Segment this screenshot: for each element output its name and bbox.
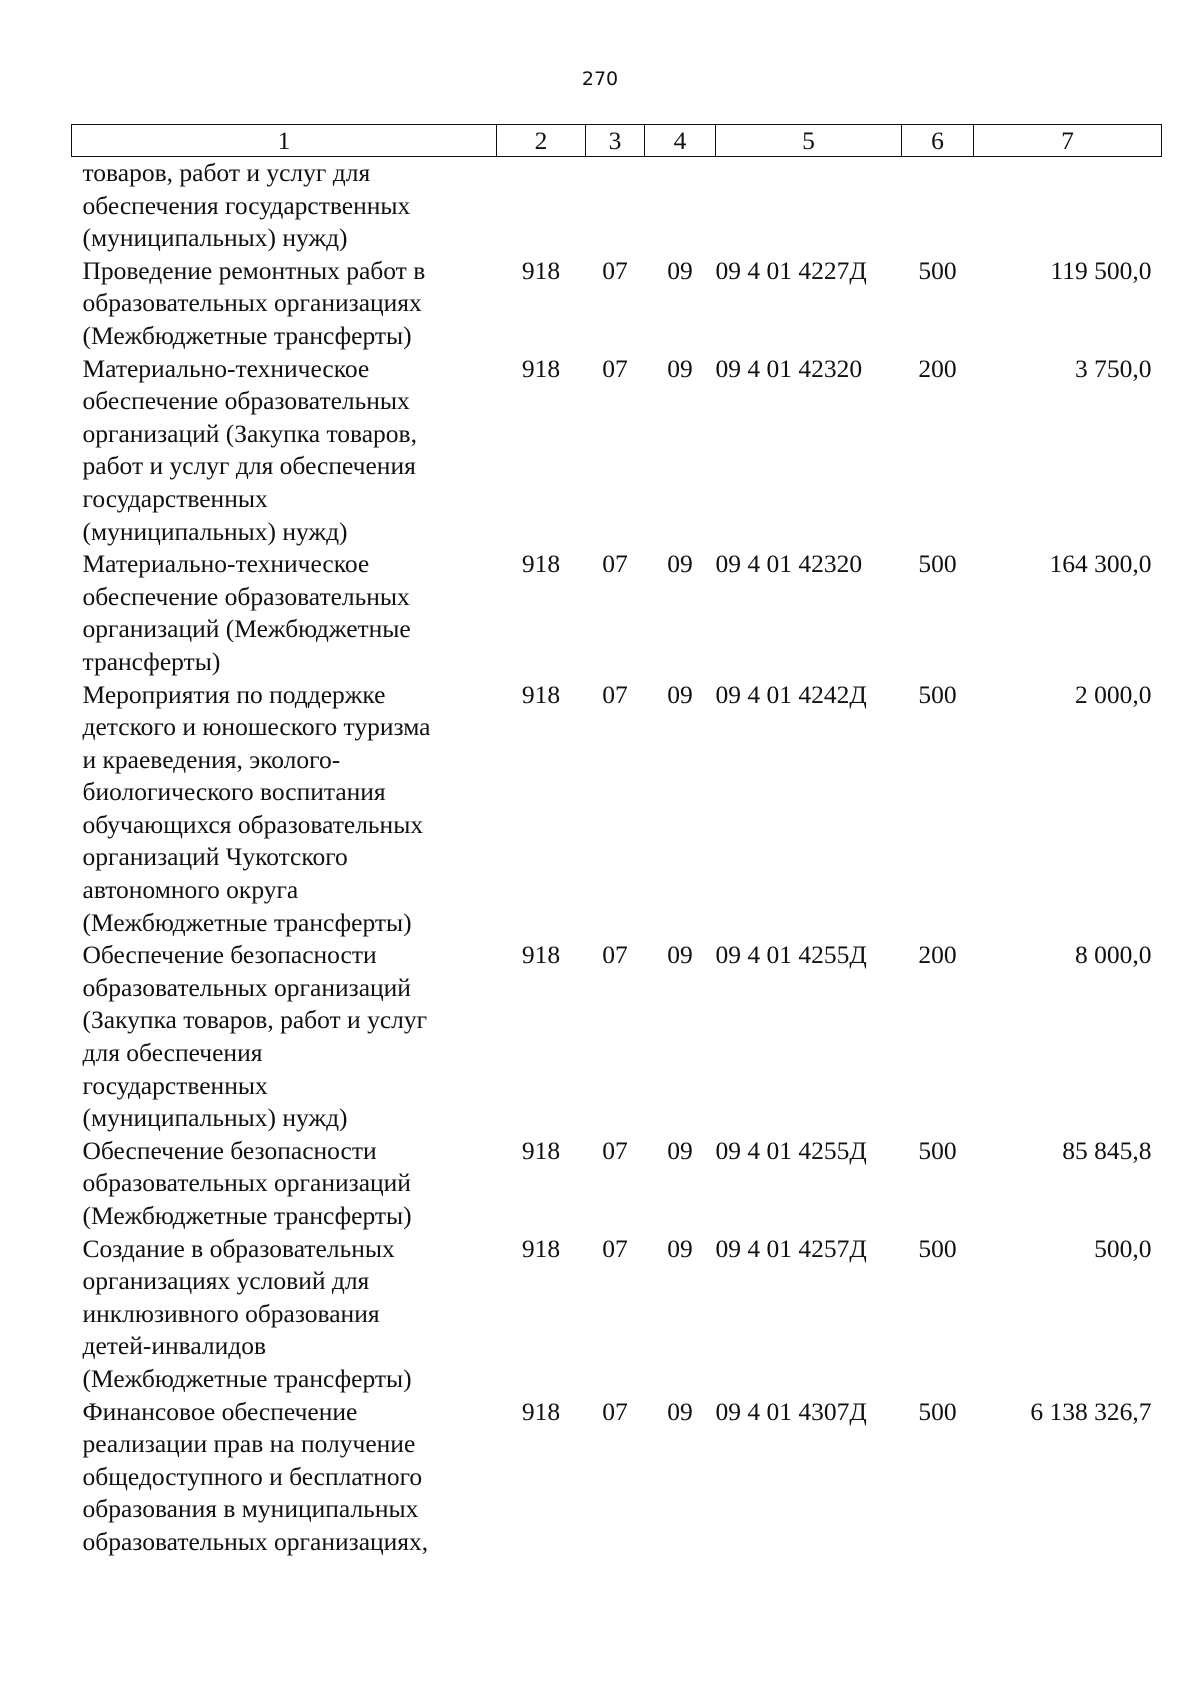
page-number: 270	[581, 68, 619, 90]
row-amount: 500,0	[1094, 1233, 1152, 1263]
row-grbs: 918	[521, 353, 561, 383]
row-csr: 09 4 01 42320	[715, 353, 863, 383]
row-grbs: 918	[521, 255, 561, 285]
table-row	[72, 548, 1162, 678]
row-vr	[902, 157, 974, 255]
row-csr	[716, 157, 902, 255]
row-name: Мероприятия по поддержке детского и юношеского туризма и краеведения, эколого- биологического воспитания обучающихся образовательных организаций Чукотского автономного округа (Межбюджетные трансферты)	[82, 679, 431, 937]
row-csr: 09 4 01 4307Д	[715, 1396, 867, 1426]
row-rz: 07	[602, 549, 628, 579]
row-pr: 09	[667, 940, 693, 970]
row-rz: 07	[602, 353, 628, 383]
row-csr: 09 4 01 4257Д	[715, 1233, 867, 1263]
row-amount: 119 500,0	[1050, 255, 1152, 285]
row-vr: 500	[918, 1135, 957, 1165]
row-name: Материально-техническое обеспечение образовательных организаций (Закупка товаров, работ и услуг для обеспечения государственных (муниципальных) нужд)	[82, 353, 417, 546]
row-rz: 07	[602, 940, 628, 970]
row-grbs: 918	[521, 1396, 561, 1426]
table-header-row	[72, 125, 1162, 157]
row-pr: 09	[667, 549, 693, 579]
column-header: 4	[645, 125, 716, 157]
table-row	[72, 1233, 1162, 1396]
row-grbs: 918	[521, 549, 561, 579]
row-pr: 09	[667, 679, 693, 709]
row-name: товаров, работ и услуг для обеспечения государственных (муниципальных) нужд)	[82, 158, 411, 253]
row-grbs: 918	[521, 1233, 561, 1263]
row-vr: 500	[918, 679, 957, 709]
row-rz: 07	[602, 1135, 628, 1165]
row-amount: 6 138 326,7	[1030, 1396, 1152, 1426]
row-name: Создание в образовательных организациях условий для инклюзивного образования детей-инвалидов (Межбюджетные трансферты)	[82, 1233, 412, 1393]
column-header: 2	[497, 125, 586, 157]
row-pr	[645, 157, 716, 255]
row-vr: 500	[918, 1396, 957, 1426]
row-csr: 09 4 01 4255Д	[715, 940, 867, 970]
column-header: 7	[974, 125, 1162, 157]
row-csr: 09 4 01 4255Д	[715, 1135, 867, 1165]
row-grbs: 918	[521, 940, 561, 970]
row-name: Обеспечение безопасности образовательных организаций (Межбюджетные трансферты)	[82, 1135, 412, 1230]
row-vr: 200	[918, 940, 957, 970]
row-pr: 09	[667, 1135, 693, 1165]
row-amount: 8 000,0	[1075, 940, 1152, 970]
table-row	[72, 157, 1162, 255]
row-amount: 164 300,0	[1049, 549, 1152, 579]
table-row	[72, 939, 1162, 1135]
column-header: 3	[586, 125, 645, 157]
row-rz: 07	[602, 679, 628, 709]
row-grbs: 918	[521, 1135, 561, 1165]
table-row	[72, 1396, 1162, 1559]
table-row	[72, 679, 1162, 940]
row-rz: 07	[602, 1396, 628, 1426]
row-rz	[586, 157, 645, 255]
row-name: Обеспечение безопасности образовательных организаций (Закупка товаров, работ и услуг для обеспечения государственных (муниципальных) нужд)	[82, 940, 428, 1133]
row-grbs	[497, 157, 586, 255]
row-vr: 500	[918, 1233, 957, 1263]
row-pr: 09	[667, 1396, 693, 1426]
row-rz: 07	[602, 1233, 628, 1263]
row-name: Проведение ремонтных работ в образовательных организациях (Межбюджетные трансферты)	[82, 255, 426, 350]
row-pr: 09	[667, 353, 693, 383]
row-amount	[974, 157, 1162, 255]
row-csr: 09 4 01 4242Д	[715, 679, 867, 709]
row-name: Материально-техническое обеспечение образовательных организаций (Межбюджетные трансферты)	[82, 549, 411, 676]
row-name: Финансовое обеспечение реализации прав на получение общедоступного и бесплатного образования в муниципальных образовательных организациях,	[82, 1396, 429, 1556]
row-amount: 3 750,0	[1075, 353, 1152, 383]
row-pr: 09	[667, 1233, 693, 1263]
column-header: 6	[902, 125, 974, 157]
row-vr: 500	[918, 255, 957, 285]
row-rz: 07	[602, 255, 628, 285]
row-csr: 09 4 01 4227Д	[715, 255, 867, 285]
table-row	[72, 1135, 1162, 1233]
row-amount: 2 000,0	[1075, 679, 1152, 709]
table-row	[72, 353, 1162, 549]
row-csr: 09 4 01 42320	[715, 549, 863, 579]
row-grbs: 918	[521, 679, 561, 709]
row-vr: 500	[918, 549, 957, 579]
row-vr: 200	[918, 353, 957, 383]
row-pr: 09	[667, 255, 693, 285]
column-header: 1	[72, 125, 497, 157]
row-amount: 85 845,8	[1062, 1135, 1152, 1165]
table-row	[72, 255, 1162, 353]
column-header: 5	[716, 125, 902, 157]
budget-table	[71, 124, 1162, 1559]
